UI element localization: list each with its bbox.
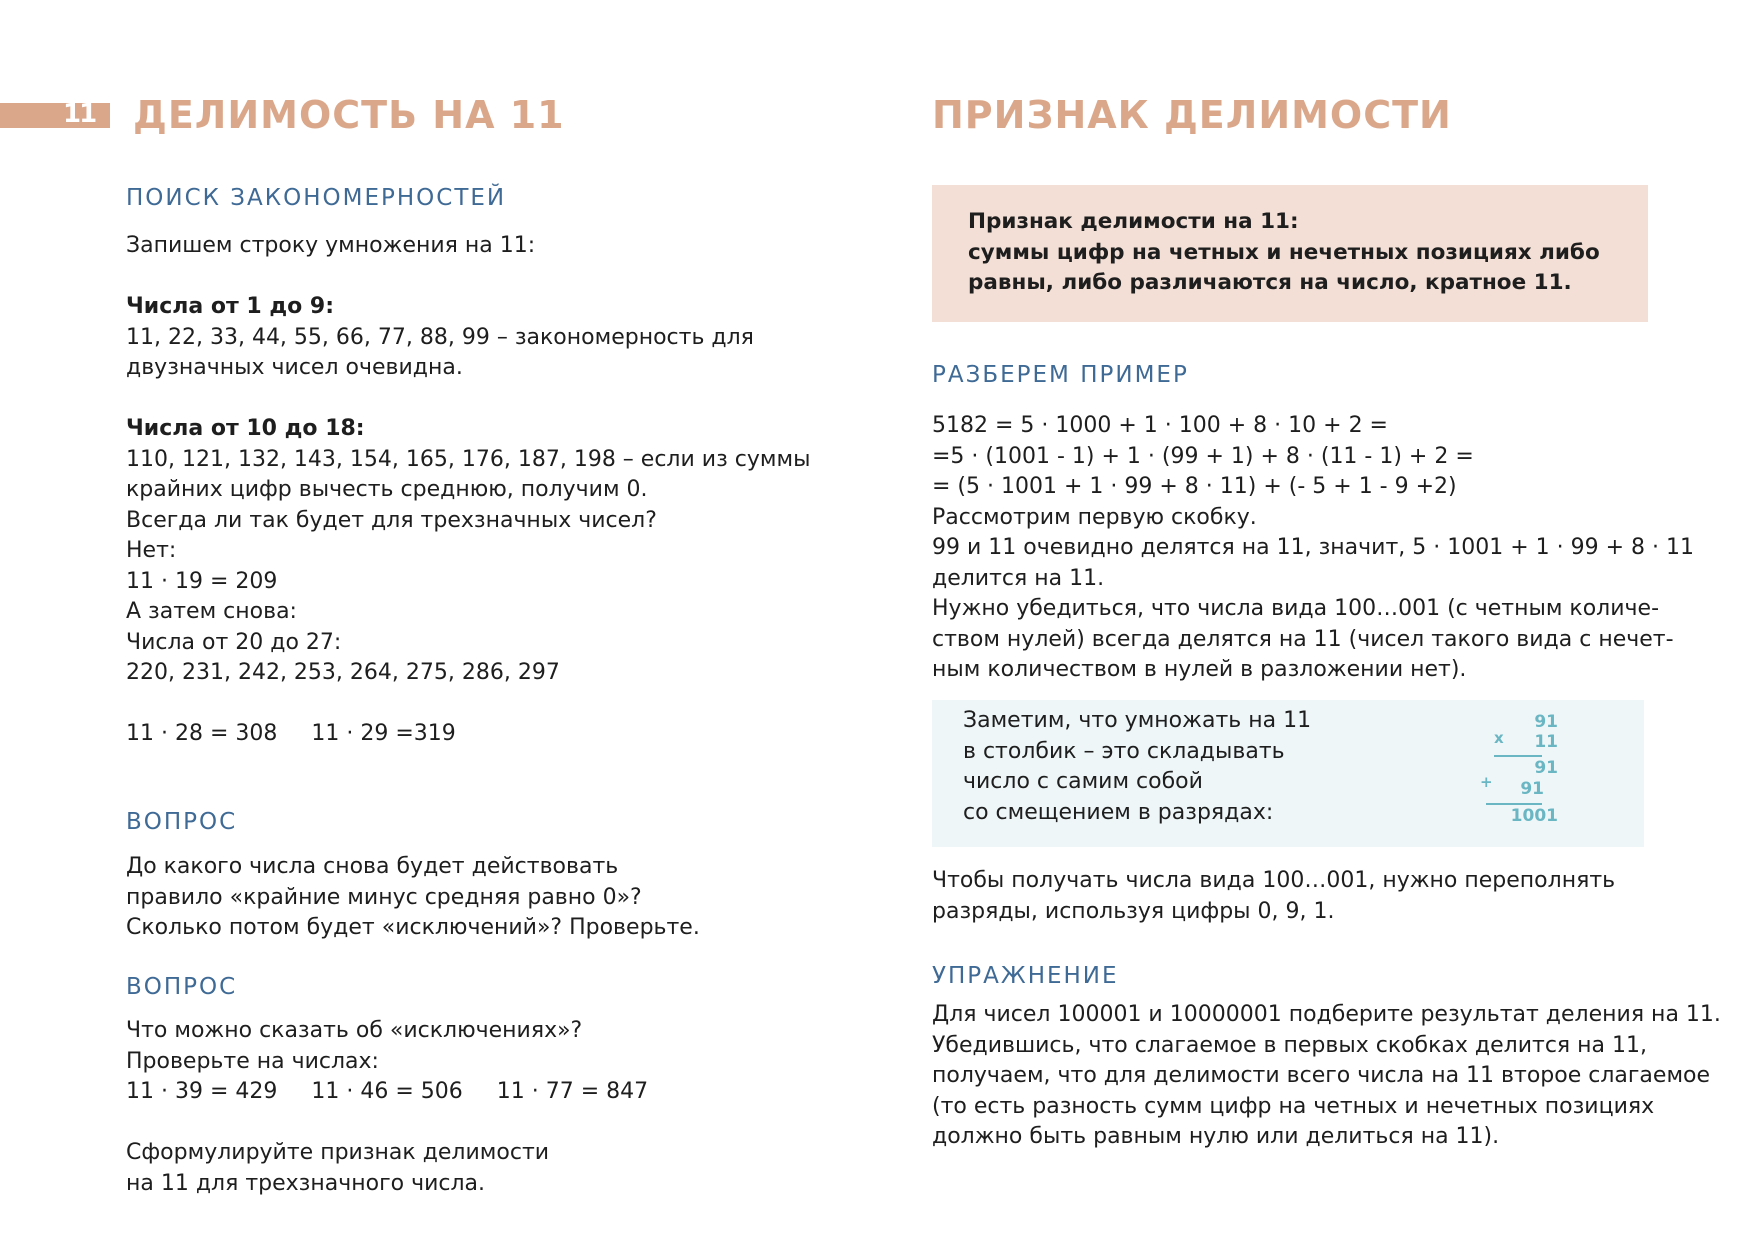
- text-line: 5182 = 5 · 1000 + 1 · 100 + 8 · 10 + 2 =: [932, 413, 1388, 438]
- text-line: ным количеством в нулей в разложении нет).: [932, 657, 1467, 682]
- plus-sign: +: [1480, 773, 1493, 791]
- text-line: Рассмотрим первую скобку.: [932, 504, 1257, 530]
- column-multiplication: [1480, 710, 1590, 840]
- text-line: Что можно сказать об «исключениях»?: [126, 1018, 583, 1043]
- text-line: в столбик – это складывать: [963, 738, 1285, 764]
- example-product: 11 · 46 = 506: [311, 1079, 463, 1104]
- text-line: ством нулей) всегда делятся на 11 (чисел такого вида с нечет-: [932, 626, 1674, 652]
- calc-rule-2: [1486, 803, 1542, 805]
- text-line: 99 и 11 очевидно делятся на 11, значит, 5 · 1001 + 1 · 99 + 8 · 11: [932, 535, 1694, 560]
- text-line: Для чисел 100001 и 10000001 подберите результат деления на 11.: [932, 1002, 1721, 1027]
- example-product: 11 · 39 = 429: [126, 1079, 278, 1104]
- text-line: 11, 22, 33, 44, 55, 66, 77, 88, 99 – закономерность для: [126, 324, 754, 350]
- example-product: 11 · 77 = 847: [496, 1079, 649, 1104]
- text-line: разряды, используя цифры 0, 9, 1.: [932, 898, 1335, 924]
- calc-factor-2: 11: [1534, 732, 1558, 752]
- example-product: 11 · 29 =319: [311, 721, 456, 746]
- text-line: со смещением в разрядах:: [963, 799, 1274, 825]
- page-title-right: ПРИЗНАК ДЕЛИМОСТИ: [932, 93, 1452, 137]
- range1-title: Числа от 1 до 9:: [126, 294, 334, 319]
- text-line: число с самим собой: [963, 769, 1203, 794]
- text-line: правило «крайние минус средняя равно 0»?: [126, 884, 642, 910]
- calc-result: 1001: [1510, 806, 1558, 826]
- heading-example: РАЗБЕРЕМ ПРИМЕР: [932, 362, 1189, 388]
- text-line: Заметим, что умножать на 11: [963, 708, 1312, 733]
- text-line: Убедившись, что слагаемое в первых скобках делится на 11,: [932, 1032, 1647, 1058]
- calc-partial-2: 91: [1520, 779, 1544, 799]
- text-line: Нужно убедиться, что числа вида 100…001 (с четным количе-: [932, 596, 1660, 621]
- heading-exercise: УПРАЖНЕНИЕ: [932, 963, 1119, 989]
- text-line: на 11 для трехзначного числа.: [126, 1170, 486, 1196]
- multiply-sign: x: [1494, 729, 1504, 747]
- text-line: =5 · (1001 - 1) + 1 · (99 + 1) + 8 · (11 - 1) + 2 =: [932, 443, 1474, 469]
- text-line: До какого числа снова будет действовать: [126, 854, 619, 879]
- text-line: крайних цифр вычесть среднюю, получим 0.: [126, 477, 648, 502]
- text-line: Числа от 20 до 27:: [126, 629, 342, 655]
- text-line: двузначных чисел очевидна.: [126, 355, 463, 380]
- exercise-body: [932, 1000, 1721, 1153]
- question-2-examples: [126, 1077, 826, 1108]
- question-2-body: [126, 1016, 826, 1199]
- range2-title: Числа от 10 до 18:: [126, 416, 365, 441]
- rule-box: [932, 185, 1648, 322]
- text-line: получаем, что для делимости всего числа на 11 второе слагаемое: [932, 1063, 1711, 1088]
- text-line: (то есть разность сумм цифр на четных и нечетных позициях: [932, 1093, 1655, 1119]
- text-line: делится на 11.: [932, 565, 1105, 591]
- heading-question-2: ВОПРОС: [126, 974, 238, 1000]
- text-line: 220, 231, 242, 253, 264, 275, 286, 297: [126, 660, 560, 685]
- text-line: 110, 121, 132, 143, 154, 165, 176, 187, 198 – если из суммы: [126, 446, 811, 472]
- section-number: 11: [63, 99, 96, 129]
- pattern-examples: [126, 719, 826, 750]
- rule-text: суммы цифр на четных и нечетных позициях либо: [968, 239, 1600, 265]
- text-line: Сформулируйте признак делимости: [126, 1140, 550, 1165]
- rule-title: Признак делимости на 11:: [968, 209, 1299, 234]
- calc-factor-1: 91: [1534, 712, 1558, 732]
- text-line: = (5 · 1001 + 1 · 99 + 8 · 11) + (- 5 + 1 - 9 +2): [932, 474, 1457, 499]
- calc-rule-1: [1494, 755, 1542, 757]
- text-line: должно быть равным нулю или делиться на 11).: [932, 1124, 1500, 1149]
- patterns-body: [126, 231, 826, 750]
- page-title-left: ДЕЛИМОСТЬ НА 11: [133, 93, 565, 137]
- text-line: Нет:: [126, 538, 177, 563]
- heading-patterns: ПОИСК ЗАКОНОМЕРНОСТЕЙ: [126, 185, 507, 211]
- patterns-intro: Запишем строку умножения на 11:: [126, 233, 536, 258]
- question-1-body: [126, 852, 826, 944]
- after-note-body: [932, 866, 1672, 927]
- text-line: А затем снова:: [126, 599, 297, 624]
- text-line: 11 · 19 = 209: [126, 568, 278, 594]
- rule-text: равны, либо различаются на число, кратное 11.: [968, 270, 1572, 295]
- calc-partial-1: 91: [1534, 758, 1558, 778]
- text-line: Проверьте на числах:: [126, 1048, 379, 1074]
- example-product: 11 · 28 = 308: [126, 721, 278, 746]
- text-line: Чтобы получать числа вида 100…001, нужно переполнять: [932, 868, 1616, 893]
- text-line: Всегда ли так будет для трехзначных чисел?: [126, 507, 657, 533]
- heading-question-1: ВОПРОС: [126, 809, 238, 835]
- text-line: Сколько потом будет «исключений»? Проверьте.: [126, 915, 700, 940]
- example-body: [932, 411, 1694, 686]
